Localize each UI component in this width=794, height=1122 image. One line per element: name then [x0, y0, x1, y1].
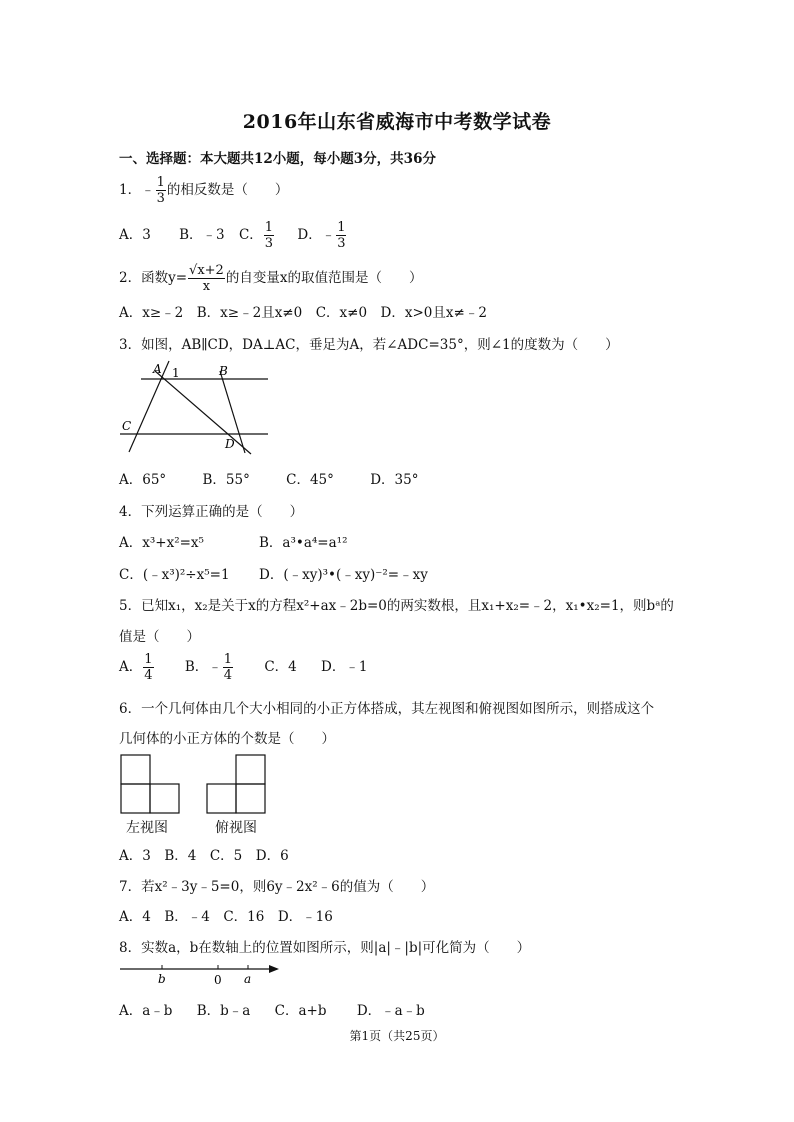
label-1: 1 [172, 366, 180, 380]
option-d: D．﹣1 [321, 659, 368, 675]
option-a: A．3 [119, 227, 151, 243]
top-view-label: 俯视图 [215, 820, 257, 836]
question-3: 3．如图，AB∥CD，DA⊥AC，垂足为A，若∠ADC=35°，则∠1的度数为（ ） [119, 337, 619, 353]
option-d: D．﹣ $\frac{1}{3}$ [297, 220, 346, 251]
left-view-label: 左视图 [126, 820, 168, 836]
option-b: B．﹣3 [179, 227, 225, 243]
option-a: A．a﹣b [119, 1003, 173, 1019]
option-d: D．35° [370, 472, 419, 488]
section-heading: 一、选择题：本大题共12小题，每小题3分，共36分 [119, 151, 436, 167]
line-ad [155, 371, 251, 454]
option-a: A．65° [119, 472, 167, 488]
label-c: C [122, 419, 132, 433]
question-6-line2: 几何体的小正方体的个数是（ ） [119, 731, 335, 747]
label-b: b [158, 972, 166, 986]
option-a: A． $\frac{1}{4}$ [119, 652, 153, 683]
option-c: C． $\frac{1}{3}$ [238, 220, 274, 251]
option-c: C．45° [286, 472, 334, 488]
line-ac [129, 361, 169, 452]
option-a: A．x³+x²=x⁵ [119, 535, 204, 551]
top-view [207, 755, 265, 813]
question-6: 6．一个几何体由几个大小相同的小正方体搭成，其左视图和俯视图如图所示，则搭成这个 [119, 701, 655, 717]
option-b: B．b﹣a [196, 1003, 251, 1019]
question-7: 7．若x²﹣3y﹣5=0，则6y﹣2x²﹣6的值为（ ） [119, 879, 435, 895]
option-b: B．55° [202, 472, 250, 488]
cube-views-figure [118, 752, 278, 817]
question-text: 的自变量x的取值范围是（ ） [225, 270, 423, 286]
question-8-options [119, 999, 425, 1019]
page-footer: 第1页（共25页） [349, 1029, 445, 1043]
question-number: 1． [119, 182, 142, 198]
question-5-options [119, 653, 367, 682]
question-1 [119, 176, 288, 205]
question-1-options [119, 221, 347, 250]
option-d: D．(﹣xy)³•(﹣xy)⁻²=﹣xy [259, 567, 428, 583]
question-5: 5．已知x₁，x₂是关于x的方程x²+ax﹣2b=0的两实数根，且x₁+x₂=﹣2，x₁•x₂=1，则bᵃ的 [119, 598, 674, 614]
label-d: D [225, 437, 235, 451]
question-2: 2．函数y= $\frac{√x+2}{x}$ 的自变量x的取值范围是（ ） [119, 263, 423, 294]
left-view [121, 755, 179, 813]
question-3-options [119, 468, 418, 488]
question-text: 的相反数是（ ） [166, 182, 289, 198]
fraction: $\frac{1}{3}$ [156, 175, 165, 206]
question-number: 2． [119, 270, 142, 286]
option-b: B．﹣ $\frac{1}{4}$ [184, 652, 233, 683]
question-7-options: A．4 B．﹣4 C．16 D．﹣16 [119, 909, 333, 925]
question-5-line2: 值是（ ） [119, 629, 200, 645]
label-a: A [153, 362, 162, 376]
label-zero: 0 [214, 973, 222, 987]
page-title: 2016年山东省威海市中考数学试卷 [242, 111, 552, 133]
option-c: C．(﹣x³)²÷x⁵=1 [119, 567, 230, 583]
option-c: C．4 [264, 659, 297, 675]
option-d: D．﹣a﹣b [356, 1003, 425, 1019]
label-a: a [244, 972, 252, 986]
fraction: $\frac{√x+2}{x}$ [189, 263, 224, 294]
number-line-figure [117, 960, 287, 990]
question-8: 8．实数a，b在数轴上的位置如图所示，则|a|﹣|b|可化简为（ ） [119, 940, 531, 956]
parallel-lines-figure [117, 359, 277, 459]
question-6-options: A．3 B．4 C．5 D．6 [119, 848, 289, 864]
question-4: 4．下列运算正确的是（ ） [119, 504, 304, 520]
arrow-icon [269, 965, 279, 973]
label-b: B [219, 364, 228, 378]
question-2-options: A．x≥﹣2 B．x≥﹣2且x≠0 C．x≠0 D．x>0且x≠﹣2 [119, 305, 487, 321]
option-c: C．a+b [274, 1003, 327, 1019]
minus-sign: ﹣ [141, 182, 155, 198]
option-b: B．a³•a⁴=a¹² [259, 535, 348, 551]
